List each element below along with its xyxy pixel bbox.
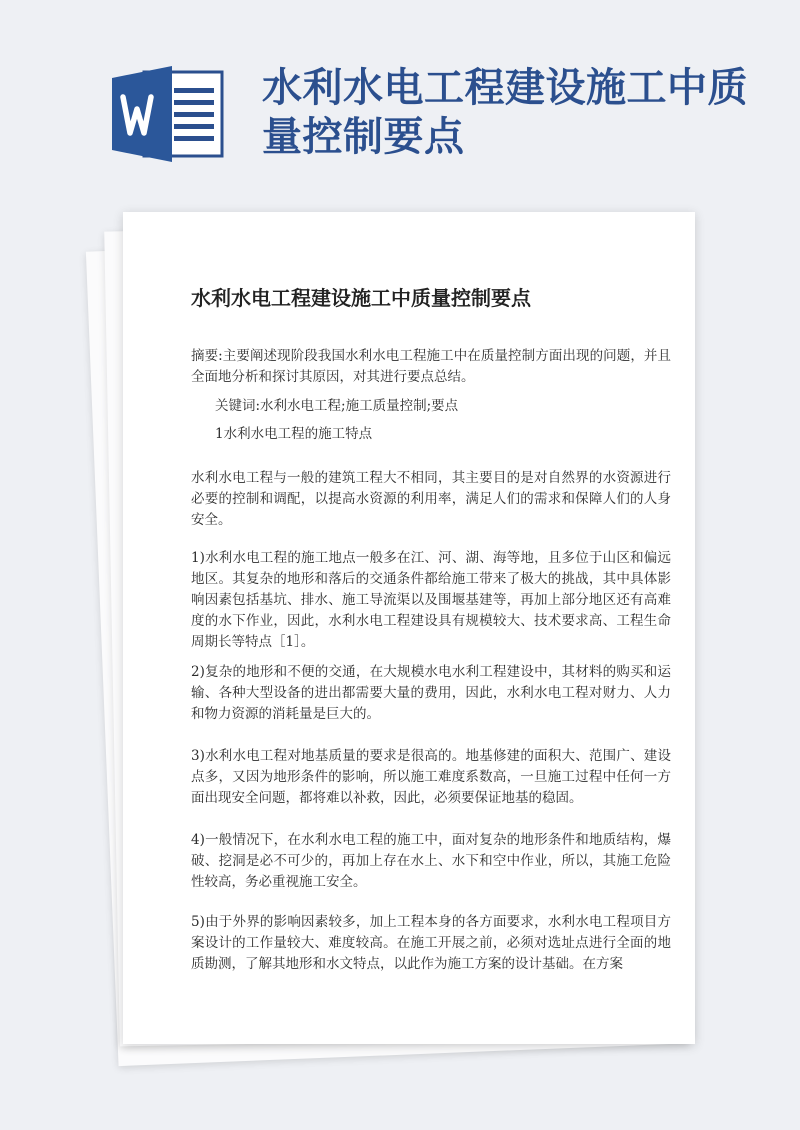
body-paragraph: 5)由于外界的影响因素较多，加上工程本身的各方面要求，水利水电工程项目方案设计的工作量较大、难度较高。在施工开展之前，必须对选址点进行全面的地质勘测，了解其地形和水文特点，以此作为施工方案的设计基础。在方案: [191, 914, 671, 972]
document-page: [123, 212, 695, 1044]
body-paragraph: 2)复杂的地形和不便的交通，在大规模水电水利工程建设中，其材料的购买和运输、各种大型设备的进出都需要大量的费用，因此，水利水电工程对财力、人力和物力资源的消耗量是巨大的。: [191, 664, 671, 722]
body-paragraph: 4)一般情况下，在水利水电工程的施工中，面对复杂的地形条件和地质结构，爆破、挖洞是必不可少的，再加上存在水上、水下和空中作业，所以，其施工危险性较高，务必重视施工安全。: [191, 832, 671, 890]
abstract-paragraph: 摘要:主要阐述现阶段我国水利水电工程施工中在质量控制方面出现的问题，并且全面地分析和探讨其原因，对其进行要点总结。: [191, 348, 671, 385]
body-paragraph: 水利水电工程与一般的建筑工程大不相同，其主要目的是对自然界的水资源进行必要的控制和调配，以提高水资源的利用率，满足人们的需求和保障人们的人身安全。: [191, 470, 671, 528]
document-heading: 水利水电工程建设施工中质量控制要点: [191, 286, 531, 310]
word-document-icon: [110, 64, 228, 164]
body-paragraph: 3)水利水电工程对地基质量的要求是很高的。地基修建的面积大、范围广、建设点多，又因为地形条件的影响，所以施工难度系数高，一旦施工过程中任何一方面出现安全问题，都将难以补救，因此，必须要保证地基的稳固。: [191, 748, 671, 806]
body-paragraph: 1)水利水电工程的施工地点一般多在江、河、湖、海等地，且多位于山区和偏远地区。其复杂的地形和落后的交通条件都给施工带来了极大的挑战，其中具体影响因素包括基坑、排水、施工导流渠以及围堰基建等，再加上部分地区还有高难度的水下作业，因此，水利水电工程建设具有规模较大、技术要求高、工程生命周期长等特点［1］。: [191, 550, 671, 650]
banner-title: 水利水电工程建设施工中质量控制要点: [262, 65, 748, 160]
keywords-paragraph: 关键词:水利水电工程;施工质量控制;要点: [215, 398, 459, 414]
section-heading: 1水利水电工程的施工特点: [215, 426, 373, 442]
